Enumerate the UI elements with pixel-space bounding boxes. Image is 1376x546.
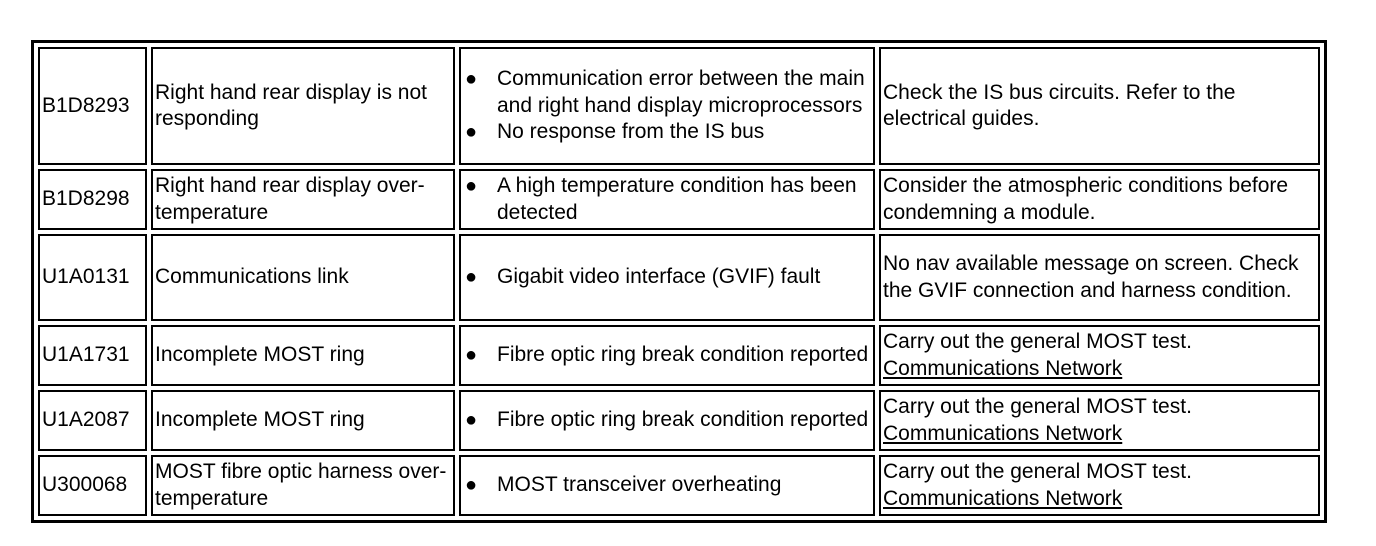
communications-network-link[interactable]: Communications Network <box>883 421 1123 445</box>
description-cell: MOST fibre optic harness over-temperature <box>151 455 455 516</box>
description-cell: Right hand rear display over-temperature <box>151 169 455 230</box>
action-cell <box>879 234 1320 321</box>
causes-list <box>463 407 871 434</box>
action-text: Carry out the general MOST test. <box>883 395 1192 418</box>
description-cell: Incomplete MOST ring <box>151 390 455 451</box>
causes-list <box>463 342 871 369</box>
bullet-icon: ● <box>465 121 478 144</box>
dtc-code-cell: U1A0131 <box>38 234 147 321</box>
communications-network-link[interactable]: Communications Network <box>883 356 1123 380</box>
table-row <box>38 455 1320 516</box>
cause-item: ● MOST transceiver overheating <box>463 472 871 499</box>
table-row <box>38 325 1320 386</box>
table-row <box>38 47 1320 165</box>
causes-list <box>463 66 871 146</box>
dtc-code-cell: B1D8298 <box>38 169 147 230</box>
description-cell: Communications link <box>151 234 455 321</box>
dtc-table <box>31 40 1327 523</box>
description-cell: Right hand rear display is not responding <box>151 47 455 165</box>
bullet-icon: ● <box>465 474 478 497</box>
cause-item: ● Gigabit video interface (GVIF) fault <box>463 264 871 291</box>
cause-item: ● Fibre optic ring break condition reported <box>463 342 871 369</box>
table-row <box>38 390 1320 451</box>
action-text: Consider the atmospheric conditions before condemning a module. <box>883 174 1289 224</box>
action-text: Carry out the general MOST test. <box>883 460 1192 483</box>
action-cell <box>879 390 1320 451</box>
action-cell <box>879 455 1320 516</box>
bullet-icon: ● <box>465 344 478 367</box>
causes-list <box>463 472 871 499</box>
communications-network-link[interactable]: Communications Network <box>883 486 1123 510</box>
dtc-code-cell: B1D8293 <box>38 47 147 165</box>
dtc-code-cell: U1A1731 <box>38 325 147 386</box>
action-cell <box>879 169 1320 230</box>
possible-causes-cell <box>459 390 875 451</box>
cause-item: ● A high temperature condition has been detected <box>465 174 857 224</box>
dtc-code-cell: U1A2087 <box>38 390 147 451</box>
action-text: No nav available message on screen. Check the GVIF connection and harness condition. <box>883 252 1299 302</box>
dtc-code-cell: U300068 <box>38 455 147 516</box>
possible-causes-cell <box>459 455 875 516</box>
table-row <box>38 234 1320 321</box>
description-cell: Incomplete MOST ring <box>151 325 455 386</box>
possible-causes-cell <box>459 325 875 386</box>
possible-causes-cell <box>459 234 875 321</box>
table-row <box>38 169 1320 230</box>
possible-causes-cell <box>459 47 875 165</box>
bullet-icon: ● <box>465 68 478 91</box>
action-text: Check the IS bus circuits. Refer to the electrical guides. <box>883 80 1236 130</box>
cause-item: ● Communication error between the main and right hand display microprocessors <box>465 67 865 117</box>
causes-list <box>463 264 871 291</box>
action-cell <box>879 47 1320 165</box>
possible-causes-cell <box>459 169 875 230</box>
action-cell <box>879 325 1320 386</box>
cause-item: ● No response from the IS bus <box>463 119 871 146</box>
bullet-icon: ● <box>465 175 478 197</box>
cause-item: ● Fibre optic ring break condition reported <box>463 407 871 434</box>
bullet-icon: ● <box>465 266 478 289</box>
causes-list <box>463 173 871 226</box>
bullet-icon: ● <box>465 409 478 432</box>
action-text: Carry out the general MOST test. <box>883 330 1192 353</box>
